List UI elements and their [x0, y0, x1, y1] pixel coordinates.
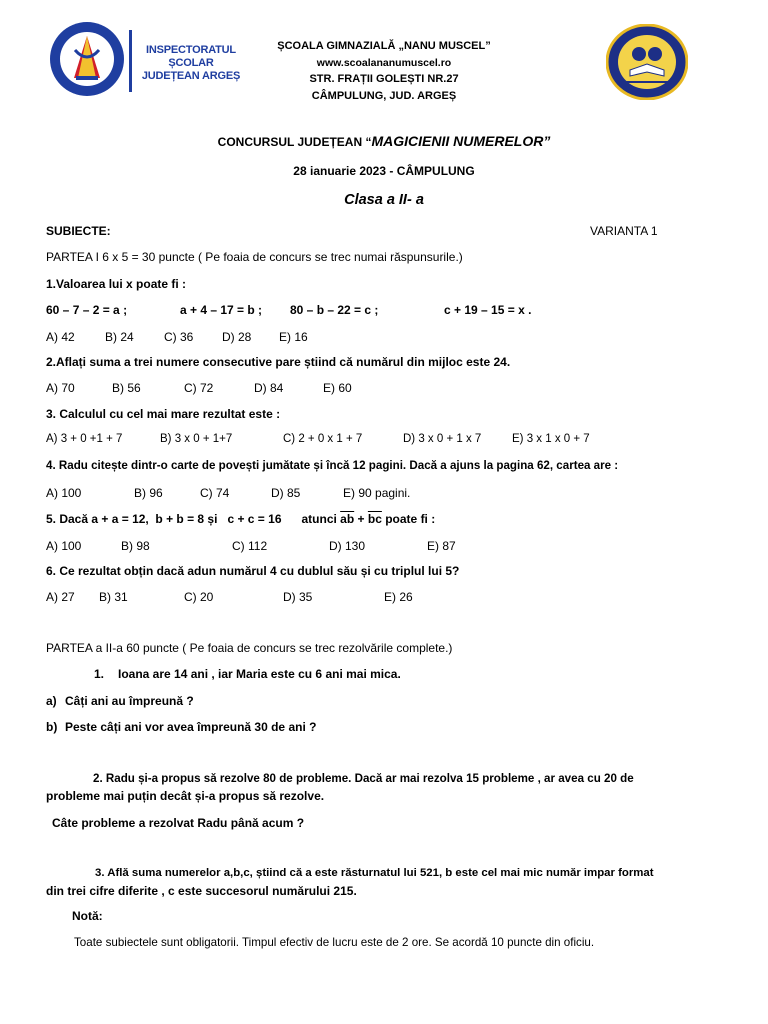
problem3-line1: 3. Află suma numerelor a,b,c, știind că a este răsturnatul lui 521, b este cel mai mic număr impar format [95, 867, 654, 879]
q3-option-e: E) 3 x 1 x 0 + 7 [512, 433, 590, 445]
q1-eq1: 60 – 7 – 2 = a ; [46, 303, 128, 317]
q1-option-b: B) 24 [105, 330, 134, 344]
q5-plus: + [354, 512, 368, 526]
isj-title-line2: JUDEȚEAN ARGEȘ [141, 70, 241, 82]
q3-option-a: A) 3 + 0 +1 + 7 [46, 433, 123, 445]
contest-title-prefix: CONCURSUL JUDEȚEAN “ [217, 135, 372, 149]
problem2-line1: 2. Radu și-a propus să rezolve 80 de probleme. Dacă ar mai rezolva 15 probleme , ar avea cu 20 de [93, 772, 634, 785]
problem1-text: Ioana are 14 ani , iar Maria este cu 6 ani mai mica. [118, 667, 401, 681]
problem2-line2: probleme mai puțin decât și-a propus să rezolve. [46, 789, 325, 803]
part2-header: PARTEA a II-a 60 puncte ( Pe foaia de concurs se trec rezolvările complete.) [46, 641, 453, 655]
q6-option-c: C) 20 [184, 590, 214, 604]
school-street: STR. FRAȚII GOLEȘTI NR.27 [309, 73, 459, 85]
q6-text: 6. Ce rezultat obțin dacă adun numărul 4 cu dublul său și cu triplul lui 5? [46, 564, 460, 578]
q6-option-d: D) 35 [283, 590, 313, 604]
contest-date: 28 ianuarie 2023 - CÂMPULUNG [293, 164, 475, 178]
q1-option-c: C) 36 [164, 330, 194, 344]
note-text: Toate subiectele sunt obligatorii. Timpul efectiv de lucru este de 2 ore. Se acordă 10 puncte din oficiu. [74, 936, 595, 949]
problem1-a-label: a) [46, 694, 57, 708]
contest-title [0, 133, 768, 149]
part1-header: PARTEA I 6 x 5 = 30 puncte ( Pe foaia de concurs se trec numai răspunsurile.) [46, 250, 463, 264]
q5-text-end: poate fi : [381, 512, 436, 526]
q5-bc: $\overline{bc}$ [367, 512, 382, 526]
contest-title-name: MAGICIENII NUMERELOR” [371, 133, 551, 149]
note-label: Notă: [72, 909, 103, 923]
q2-text: 2.Aflați suma a trei numere consecutive pare știind că numărul din mijloc este 24. [46, 355, 511, 369]
q2-option-a: A) 70 [46, 381, 75, 395]
q6-option-e: E) 26 [384, 590, 413, 604]
school-logo [606, 24, 688, 100]
isj-title [136, 44, 246, 83]
q6-option-a: A) 27 [46, 590, 75, 604]
q5-text-start: 5. Dacă a + a = 12, b + b = 8 și c + c = 16 atunci [46, 512, 341, 526]
q2-option-b: B) 56 [112, 381, 141, 395]
q2-option-e: E) 60 [323, 381, 352, 395]
q3-option-b: B) 3 x 0 + 1+7 [160, 433, 233, 445]
q1-text: 1.Valoarea lui x poate fi : [46, 277, 187, 291]
q1-eq2: a + 4 – 17 = b ; [180, 303, 263, 317]
school-city: CÂMPULUNG, JUD. ARGEȘ [311, 89, 457, 102]
subjects-label: SUBIECTE: [46, 224, 111, 238]
q1-option-a: A) 42 [46, 330, 75, 344]
q4-option-e: E) 90 pagini. [343, 486, 411, 500]
isj-logo [48, 20, 126, 98]
q4-option-b: B) 96 [134, 486, 163, 500]
q5-text [46, 512, 435, 526]
q1-option-d: D) 28 [222, 330, 252, 344]
problem1-number: 1. [94, 667, 105, 681]
q2-option-c: C) 72 [184, 381, 214, 395]
school-info [234, 38, 534, 104]
grade-label: Clasa a II- a [344, 192, 424, 208]
isj-title-line1: INSPECTORATUL ȘCOLAR [146, 44, 236, 69]
variant-label: VARIANTA 1 [590, 224, 658, 238]
q5-option-e: E) 87 [427, 539, 456, 553]
school-name: ȘCOALA GIMNAZIALĂ „NANU MUSCEL” [277, 40, 491, 52]
isj-divider [129, 30, 132, 92]
q2-option-d: D) 84 [254, 381, 284, 395]
problem1-b-text: Peste câți ani vor avea împreună 30 de ani ? [65, 720, 317, 734]
q3-text: 3. Calculul cu cel mai mare rezultat este : [46, 407, 281, 421]
problem1-b-label: b) [46, 720, 58, 734]
q4-option-d: D) 85 [271, 486, 301, 500]
problem3-line2: din trei cifre diferite , c este succesorul numărului 215. [46, 884, 357, 898]
q1-eq3: 80 – b – 22 = c ; [290, 303, 379, 317]
q3-option-d: D) 3 x 0 + 1 x 7 [403, 433, 482, 445]
problem1-a-text: Câți ani au împreună ? [65, 694, 194, 708]
q5-ab: $\overline{ab}$ [340, 512, 355, 526]
school-website: www.scoalananumuscel.ro [316, 56, 452, 69]
q5-option-d: D) 130 [329, 539, 366, 553]
q5-option-b: B) 98 [121, 539, 150, 553]
q4-text: 4. Radu citește dintr-o carte de povești jumătate și încă 12 pagini. Dacă a ajuns la pagina 62, cartea are : [46, 459, 619, 472]
q4-option-c: C) 74 [200, 486, 230, 500]
q5-option-a: A) 100 [46, 539, 82, 553]
q1-option-e: E) 16 [279, 330, 308, 344]
problem2-question: Câte probleme a rezolvat Radu până acum ? [52, 816, 305, 830]
q6-option-b: B) 31 [99, 590, 128, 604]
q5-option-c: C) 112 [232, 539, 268, 553]
q1-eq4: c + 19 – 15 = x . [444, 303, 532, 317]
q3-option-c: C) 2 + 0 x 1 + 7 [283, 433, 363, 445]
q4-option-a: A) 100 [46, 486, 82, 500]
